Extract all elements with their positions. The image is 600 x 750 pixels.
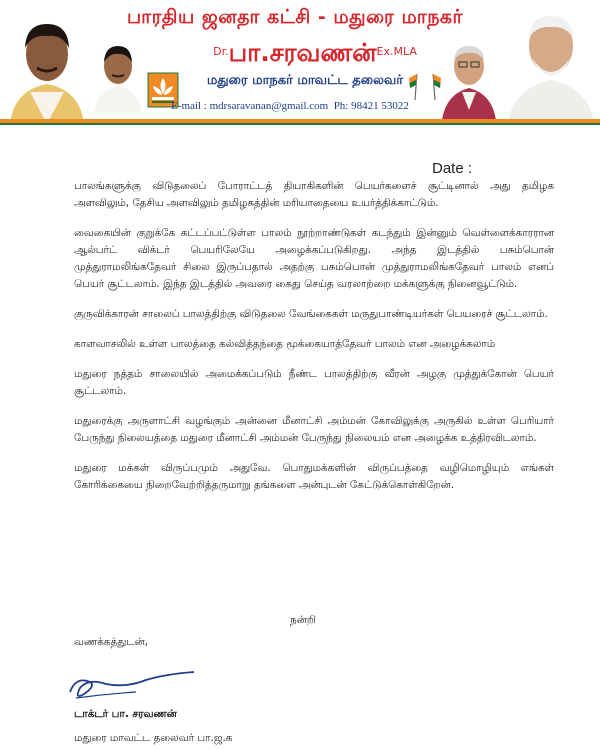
email-label: E-mail : (171, 100, 207, 112)
paragraph-6: மதுரைக்கு அருளாட்சி வழங்கும் அன்னை மீனாட்சி அம்மன் கோவிலுக்கு அருகில் உள்ள பெரியார் பேருந்து நிலையத்தை மதுரை மீனாட்சி அம்மன் பேருந்து நிலையம் என அழைக்க உத்திரவிடலாம். (74, 415, 554, 444)
thanks-text: நன்றி (290, 614, 316, 626)
paragraph-3: குருவிக்காரன் சாலைப் பாலத்திற்கு விடுதலை வேங்கைகள் மருதுபாண்டியர்கள் பெயரைச் சூட்டலாம். (74, 308, 548, 320)
phone-number: 98421 53022 (351, 100, 409, 112)
signature-graphic (66, 668, 206, 704)
name-prefix: Dr. (213, 45, 229, 58)
paragraph-5: மதுரை நத்தம் சாலையில் அமைக்கப்படும் நீண்ட பாலத்திற்கு வீரன் அழகு முத்துக்கோன் பெயர் சூட்டலாம். (74, 368, 554, 397)
letterhead (0, 0, 600, 126)
letter-body (74, 178, 554, 503)
designation: மதுரை மாநகர் மாவட்ட தலைவர் (206, 73, 404, 88)
email-address: mdrsaravanan@gmail.com (209, 100, 329, 112)
portrait-right-1 (440, 38, 498, 120)
portrait-right-2 (504, 8, 598, 122)
paragraph-7: மதுரை மக்கள் விருப்பமும் அதுவே. பொதுமக்களின் விருப்பத்தை வழிமொழியும் எங்கள் கோரிக்கையை நிறைவேற்றித்தருமாறு தங்களை அன்புடன் கேட்டுக்கொள்கிறேன். (74, 462, 554, 491)
letterhead-green-rule (0, 123, 600, 125)
signer-title: மதுரை மாவட்ட தலைவர் பா.ஜ.க (74, 732, 233, 744)
leader-name: பா.சரவணன் (228, 38, 377, 67)
paragraph-2: வைகையின் குறுக்கே கட்டப்பட்டுள்ள பாலம் நூற்றாண்டுகள் கடந்தும் இன்னும் வெள்ளைக்காரரான ஆல்பர்ட் விக்டர் பெயரிலேயே அழைக்கப்படுகிறது. அந்த இடத்தில் பசும்பொன் முத்துராமலிங்கதேவர் சிலை இருப்பதால் அதற்கு பசும்பொன் முத்துராமலிங்கதேவர் பாலம் எனப் பெயர் சூட்டலாம். இந்த இடத்தில் அவரை கைது செய்த வரலாற்றை மக்களுக்கு நினைவூட்டும். (74, 227, 554, 290)
signer-name: டாக்டர் பா. சரவணன் (74, 708, 177, 720)
name-suffix: Ex.MLA (376, 45, 417, 58)
phone-label: Ph: (333, 100, 349, 112)
date-label: Date : (432, 160, 473, 177)
portrait-left-2 (92, 40, 144, 112)
leader-name-line (185, 38, 445, 71)
regards-text: வணக்கத்துடன், (74, 636, 148, 648)
portrait-left-1 (4, 12, 90, 124)
paragraph-1: பாலங்களுக்கு விடுதலைப் போராட்டத் தியாகிகளின் பெயர்களைச் சூட்டினால் அது தமிழக அளவிலும், தேசிய அளவிலும் தமிழகத்தின் மரியாதையை உயர்த்திக்காட்டும். (74, 180, 554, 209)
paragraph-4: காளவாசலில் உள்ள பாலத்தை கல்வித்தந்தை மூக்கையாத்தேவர் பாலம் என அழைக்கலாம் (74, 338, 496, 350)
party-title: பாரதிய ஜனதா கட்சி - மதுரை மாநகர் (127, 6, 463, 28)
party-flags-icon (407, 70, 443, 100)
contact-line (140, 100, 440, 112)
